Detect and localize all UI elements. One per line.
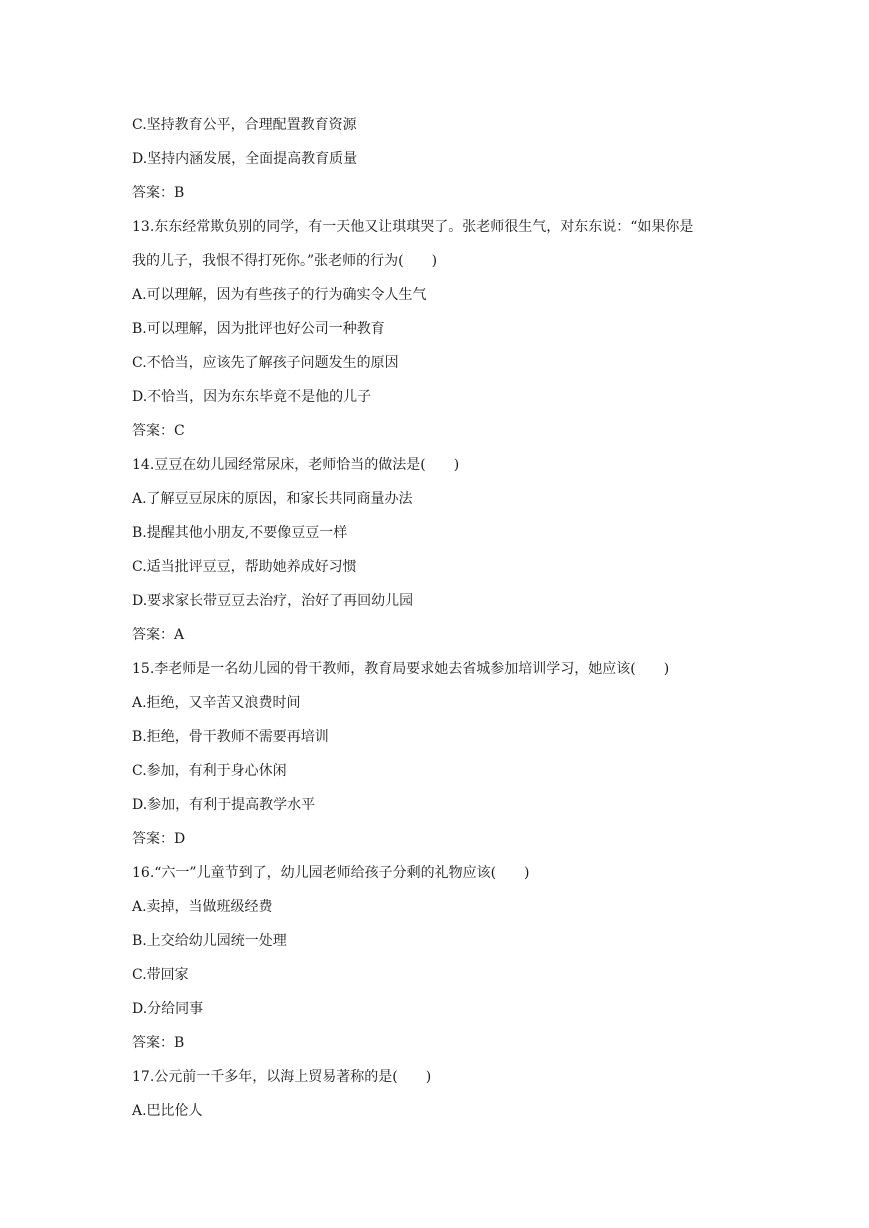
option-line: C.坚持教育公平，合理配置教育资源 — [132, 117, 357, 133]
option-line: B.提醒其他小朋友,不要像豆豆一样 — [132, 525, 348, 541]
question-line: 14.豆豆在幼儿园经常尿床，老师恰当的做法是( ) — [132, 457, 460, 473]
question-text-block — [132, 108, 742, 1128]
option-line: B.上交给幼儿园统一处理 — [132, 933, 287, 949]
answer-line: 答案：D — [132, 831, 186, 847]
option-line: A.可以理解，因为有些孩子的行为确实令人生气 — [132, 287, 427, 303]
answer-line: 答案：A — [132, 627, 185, 643]
option-line: B.拒绝，骨干教师不需要再培训 — [132, 729, 329, 745]
question-line: 15.李老师是一名幼儿园的骨干教师，教育局要求她去省城参加培训学习，她应该( ) — [132, 661, 670, 677]
option-line: A.卖掉，当做班级经费 — [132, 899, 273, 915]
option-line: A.拒绝，又辛苦又浪费时间 — [132, 695, 301, 711]
option-line: C.适当批评豆豆，帮助她养成好习惯 — [132, 559, 357, 575]
option-line: D.不恰当，因为东东毕竟不是他的儿子 — [132, 389, 372, 405]
answer-line: 答案：C — [132, 423, 185, 439]
option-line: C.参加，有利于身心休闲 — [132, 763, 287, 779]
option-line: D.参加，有利于提高教学水平 — [132, 797, 316, 813]
answer-line: 答案：B — [132, 1035, 185, 1051]
option-line: C.不恰当，应该先了解孩子问题发生的原因 — [132, 355, 399, 371]
option-line: D.分给同事 — [132, 1001, 204, 1017]
option-line: D.坚持内涵发展，全面提高教育质量 — [132, 151, 358, 167]
option-line: B.可以理解，因为批评也好公司一种教育 — [132, 321, 385, 337]
option-line: A.了解豆豆尿床的原因，和家长共同商量办法 — [132, 491, 413, 507]
option-line: C.带回家 — [132, 967, 189, 983]
question-line: 16.“六一”儿童节到了，幼儿园老师给孩子分剩的礼物应该( ) — [132, 865, 530, 881]
question-line: 我的儿子，我恨不得打死你。”张老师的行为( ) — [132, 253, 438, 269]
question-line: 17.公元前一千多年，以海上贸易著称的是( ) — [132, 1069, 432, 1085]
option-line: A.巴比伦人 — [132, 1103, 203, 1119]
option-line: D.要求家长带豆豆去治疗，治好了再回幼儿园 — [132, 593, 414, 609]
question-line: 13.东东经常欺负别的同学，有一天他又让琪琪哭了。张老师很生气，对东东说：“如果你是 — [132, 219, 694, 235]
answer-line: 答案：B — [132, 185, 185, 201]
